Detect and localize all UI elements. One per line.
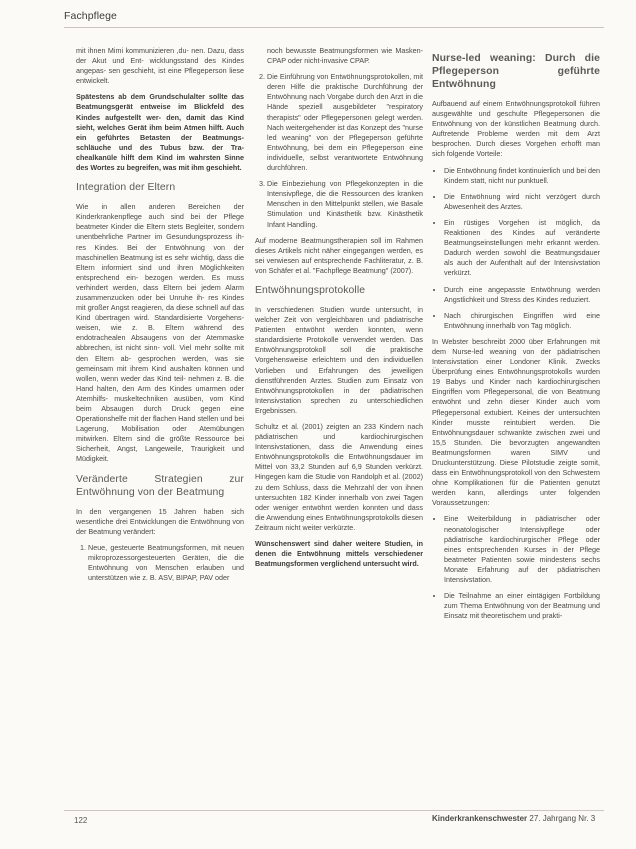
column-1: [76, 46, 244, 589]
list-item: • Nach chirurgischen Eingriffen wird eine Entwöhnung innerhalb von Tag möglich.: [444, 311, 600, 331]
highlight-paragraph: Spätestens ab dem Grundschulalter sollte das Beatmungsgerät entweise im Blickfeld des Kindes aufgestellt wer- den, damit das Kind sieht, welches Gerät ihm beim Atmen hilft. Auch ein geführtes Betasten der Beatmungs- schläuche und des Tubus bzw. der Tra- chealkanüle hilft dem Kind im wahrsten Sinne des Wortes zu begreifen, was mit ihm geschieht.: [76, 92, 244, 173]
numbered-list: [255, 72, 423, 229]
page-number: 122: [74, 816, 88, 825]
heading-strategien: Veränderte Strategien zur Entwöhnung von der Beatmung: [76, 473, 244, 498]
numbered-list: [76, 543, 244, 583]
list-item: 1. Neue, gesteuerte Beatmungsformen, mit neuen mikroprozessorgesteuerten Geräten, die die Entwöhnung von Menschen erlauben und unterstützen wie z. B. ASV, BIPAP, PAV oder: [88, 543, 244, 583]
header-divider: [64, 27, 604, 28]
list-item: • Die Entwöhnung findet kontinuierlich und bei den Kindern statt, nicht nur punktuell.: [444, 166, 600, 186]
heading-nurse-led: Nurse-led weaning: Durch die Pflegeperson geführte Entwöhnung: [432, 53, 600, 90]
list-item: 2. Die Einführung von Entwöhnungsprotokollen, mit deren Hilfe die praktische Durchführung der Entwöhnung nach Vorgabe durch den Arzt in die Hände speziell ausgebildeter "respiratory therapists" oder Pflegepersonen gelegt werden. Nach weitergehender ist das Konzept des "nurse led weaning" von der Pflegeperson geführte Entwöhnung, bei dem ein Pflegeperson eine individuelle, selbst verantwortete Entwöhnung durchführen.: [267, 72, 423, 173]
list-item: • Die Entwöhnung wird nicht verzögert durch Abwesenheit des Arztes.: [444, 192, 600, 212]
paragraph: Wie in allen anderen Bereichen der Kinderkrankenpflege auch sind bei der Pflege beatmeter Kinder die Eltern stets Begleiter, sondern unentbehrliche Partner im Gesundungsprozess ih- res Kindes. Bei der Entwöhnung von der maschinellen Beatmung ist es sehr wichtig, dass die Eltern informiert sind und ihren Möglichkeiten entsprechend ein- bezogen werden. Es muss verhindert werden, dass Eltern bei jedem Alarm zusammenzucken oder bei Unruhe ih- res Kindes mit großer Angst reagieren, da diese schnell auf das Kind übertragen wird. Standardisierte Vorgehens- weisen, wie z. B. Eltern während des endotrachealen Absaugens von der Atemmaske abbrechen, ist nicht sinn- voll. Viel mehr sollte mit den Eltern ab- gesprochen werden, was sie gemeinsam mit ihrem Kind aushalten können und wollen, wenn weder das Kind teil- nehmen z. B. die Hand halten, den Arm des Kindes umarmen oder Atemhilfs- muskeltechniken ausüben, vom Kind beim Absaugen durch Druck gegen eine Operationshelfe mit der flachen Hand stellen und bei Lagerung, Mobilisation oder Atemübungen mitwirken. Eltern sind die größte Ressource bei Sicherheit, Angst, Langeweile, Traurigkeit und Müdigkeit.: [76, 202, 244, 464]
list-item: • Eine Weiterbildung in pädiatrischer oder neonatologischer Intensivpflege oder pädiatrische kardiochirurgischer Pflege oder eines entsprechenden Kurses in der Pflege beatmeter Patienten sowie mindestens sechs Monate Erfahrung auf der pädiatrischen Intensivstation.: [444, 514, 600, 585]
section-header: Fachpflege: [64, 10, 117, 22]
footer-divider: [64, 810, 604, 811]
column-3: [432, 46, 600, 627]
paragraph: mit ihnen Mimi kommunizieren ,du- nen. Dazu, dass der Akut und Ent- wicklungsstand des Kindes angepas- sen geschieht, ist eine Pflegeperson liese entwickelt.: [76, 46, 244, 86]
paragraph: Auf moderne Beatmungstherapien soll im Rahmen dieses Artikels nicht näher eingegangen werden, es sei verwiesen auf entsprechende Fachliteratur, z. B. von Schäfer et al. "Fachpflege Beatmung" (2007).: [255, 235, 423, 275]
list-item: • Die Teilnahme an einer eintägigen Fortbildung zum Thema Entwöhnung von der Beatmung und Einsatz mit theoretischem und prakti-: [444, 591, 600, 621]
magazine-issue: 27. Jahrgang Nr. 3: [527, 814, 596, 823]
column-2: [255, 46, 423, 575]
list-item: • Durch eine angepasste Entwöhnung werden Angstlichkeit und Stress des Kindes reduziert.: [444, 285, 600, 305]
magazine-title: [432, 814, 595, 823]
list-item: • Ein rüstiges Vorgehen ist möglich, da Reaktionen des Kindes auf veränderte Beatmungseinstellungen mehr erkannt werden. Dadurch werden sowohl die Beatmungsdauer als auch der Aufenthalt auf der Intensivstation verkürzt.: [444, 218, 600, 279]
magazine-name: Kinderkrankenschwester: [432, 814, 528, 823]
paragraph: In verschiedenen Studien wurde untersucht, in welcher Zeit von vergleichbaren und pädiatrische Patienten entwöhnt werden konnten, wenn standardisierte Protokolle verwendet werden. Das Entwöhnungsprotokoll soll die praktische Vorgehensweise erleichtern und den individuellen Vorlieben und Erfahrungen des jeweiligen dienstführenden Arztes. Studien zum Einsatz von Entwöhnungsprotokollen in der pädiatrischen Intensivstation sprechen zu unterschiedlichen Ergebnissen.: [255, 304, 423, 415]
list-item: 3. Die Einbeziehung von Pflegekonzepten in die Intensivpflege, die die Ressourcen des kranken Menschen in den Mittelpunkt stellen, wie Basale Stimulation und Kinästhetik bzw. Kinästhetik Infant Handling.: [267, 179, 423, 229]
paragraph: Schultz et al. (2001) zeigten an 233 Kindern nach pädiatrischen und kardiochirurgischen Intensivstationen, dass die Anwendung eines Entwöhnungsprotokolls die Entwöhnungsdauer im Mittel von 33,2 Stunden auf 6,9 Stunden verkürzt. Hingegen kam die Studie von Randolph et al. (2002) zu dem Schluss, dass die Mehrzahl der von ihnen untersuchten 182 Kinder innerhalb von zwei Tagen oder weniger entwöhnt werden konnten und dass die Anwendung eines Entwöhnungsprotokolls diesen Zeitraum nicht weiter verkürzte.: [255, 422, 423, 532]
paragraph: In den vergangenen 15 Jahren haben sich wesentliche drei Entwicklungen die Entwöhnung von der Beatmung verändert:: [76, 506, 244, 536]
bullet-list: [432, 166, 600, 331]
paragraph: Aufbauend auf einem Entwöhnungsprotokoll führen ausgewählte und geschulte Pflegepersonen die Entwöhnung von der künstlichen Beatmung durch. Auftretende Probleme werden mit dem Arzt besprochen. Durch dieses Vorgehen erhofft man sich folgende Vorteile:: [432, 99, 600, 159]
bullet-list: [432, 514, 600, 621]
heading-integration: Integration der Eltern: [76, 182, 176, 194]
paragraph: In Webster beschreibt 2000 über Erfahrungen mit dem Nurse-led weaning von der pädiatrischen Intensivstation einer Londoner Klinik. Zwecks Überprüfung eines Entwöhnungsprotokolls wurden 19 Babys und Kinder nach kardiochirurgischen Eingriffen vom Pflegepersonal, die von Beatmung entwöhnt und zehn dieser Kinder auch vom Pflegepersonal extubiert. Keines der untersuchten Kinder musste reintubiert werden. Die Entwöhnungsdauer schwankte zwischen zwei und 15,5 Stunden. Die bevorzugten angewandten Beatmungsformen waren SIMV und Druckunterstützung. Diese Pilotstudie zeigte somit, dass ein Entwöhnungsprotokoll von den Schwestern ohne Komplikationen für die Patienten genutzt werden kann, allerdings unter folgenden Voraussetzungen:: [432, 336, 600, 508]
paragraph: noch bewusste Beatmungsformen wie Masken-CPAP oder nicht-invasive CPAP.: [267, 46, 423, 66]
heading-protokolle: Entwöhnungsprotokolle: [255, 284, 366, 296]
highlight-paragraph: Wünschenswert sind daher weitere Studien, in denen die Entwöhnung mittels verschiedener Beatmungsformen verglichend untersucht wird.: [255, 539, 423, 569]
